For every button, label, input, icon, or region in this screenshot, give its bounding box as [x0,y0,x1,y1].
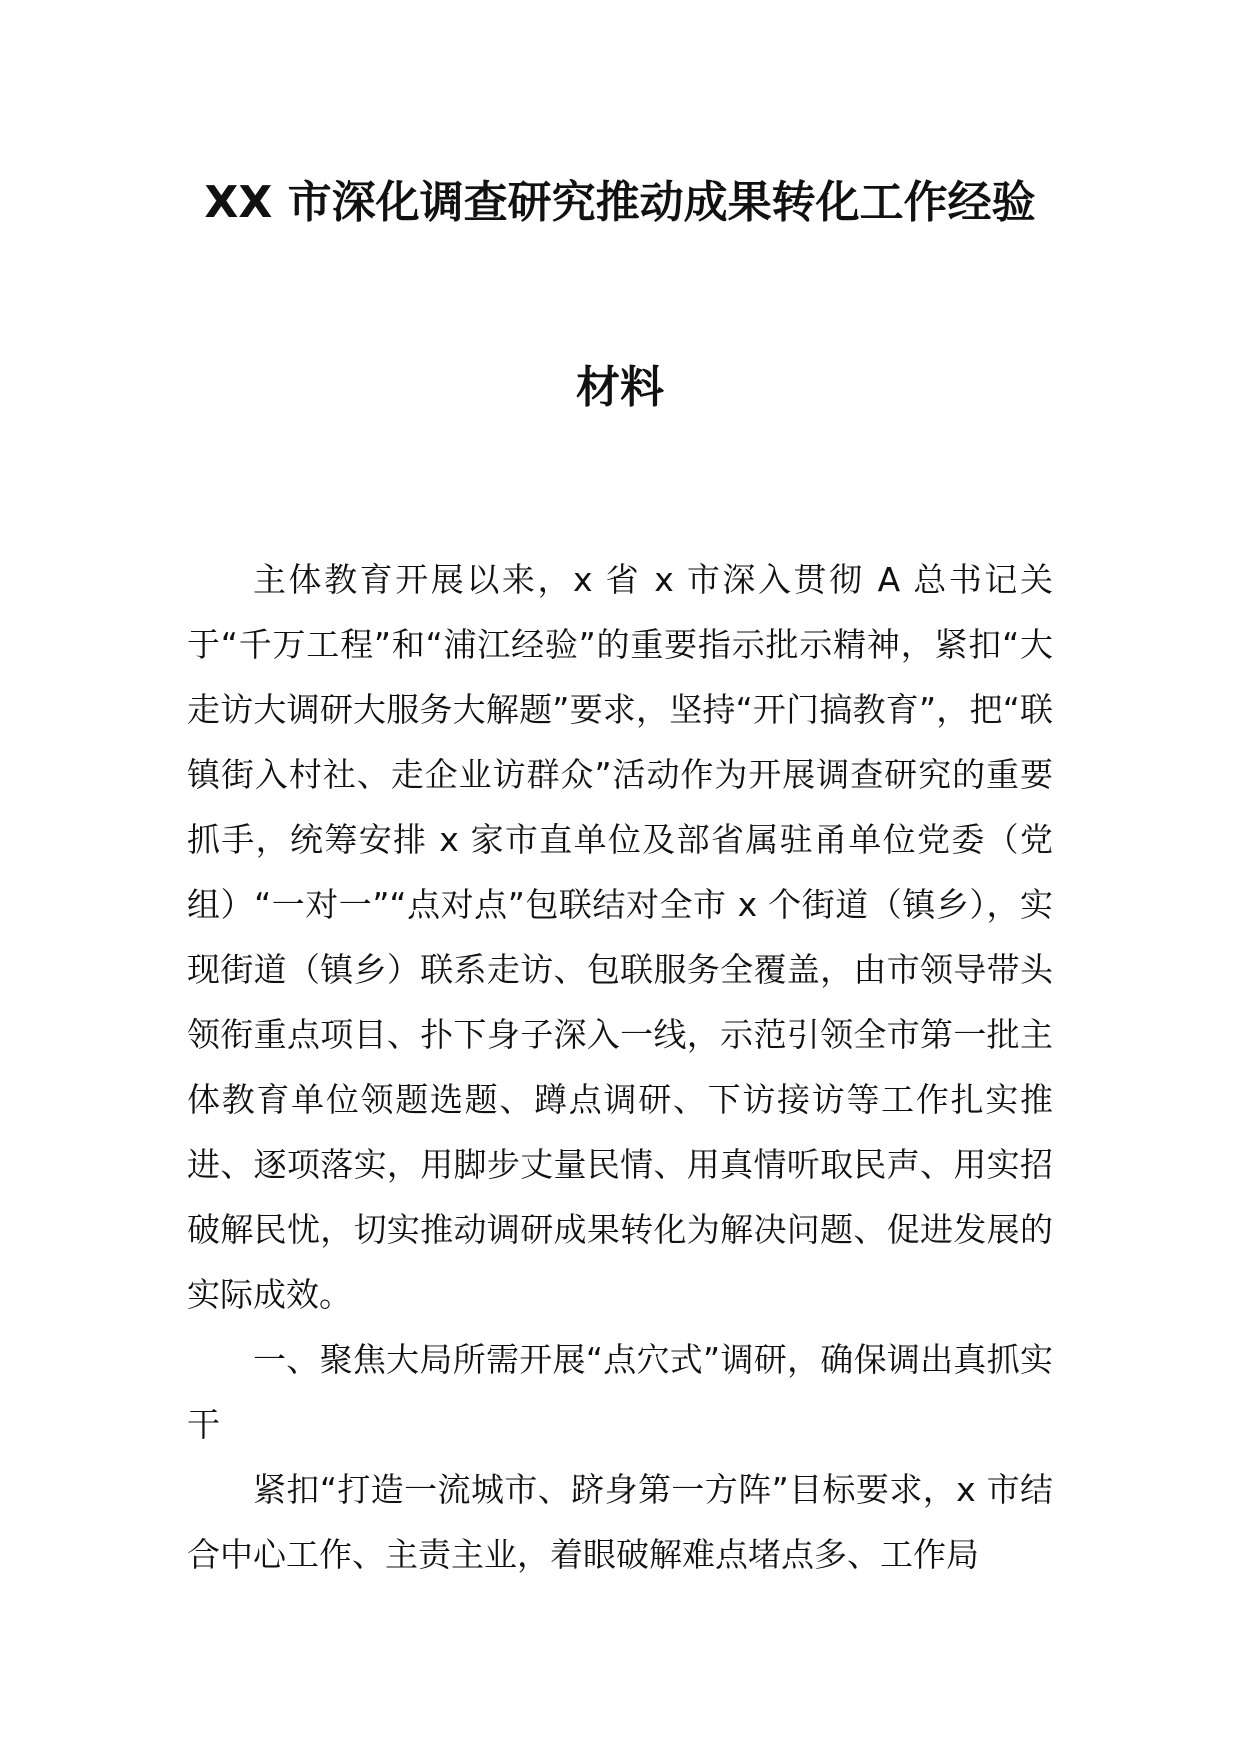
document-body [187,547,1053,1587]
section-heading-1: 一、聚焦大局所需开展“点穴式”调研，确保调出真抓实干 [187,1340,1053,1444]
document-title-line-1: XX 市深化调查研究推动成果转化工作经验 [204,177,1036,228]
intro-paragraph: 主体教育开展以来，x 省 x 市深入贯彻 A 总书记关于“千万工程”和“浦江经验”的重要指示批示精神，紧扣“大走访大调研大服务大解题”要求，坚持“开门搞教育”，把“联镇街入村社、走企业访群众”活动作为开展调查研究的重要抓手，统筹安排 x 家市直单位及部省属驻甬单位党委（党组）“一对一”“点对点”包联结对全市 x 个街道（镇乡），实现街道（镇乡）联系走访、包联服务全覆盖，由市领导带头领衔重点项目、扑下身子深入一线，示范引领全市第一批主体教育单位领题选题、蹲点调研、下访接访等工作扎实推进、逐项落实，用脚步丈量民情、用真情听取民声、用实招破解民忧，切实推动调研成果转化为解决问题、促进发展的实际成效。 [187,560,1053,1314]
document-title-line-2: 材料 [576,362,664,413]
section-1-paragraph: 紧扣“打造一流城市、跻身第一方阵”目标要求，x 市结合中心工作、主责主业，着眼破解难点堵点多、工作局 [187,1470,1053,1574]
